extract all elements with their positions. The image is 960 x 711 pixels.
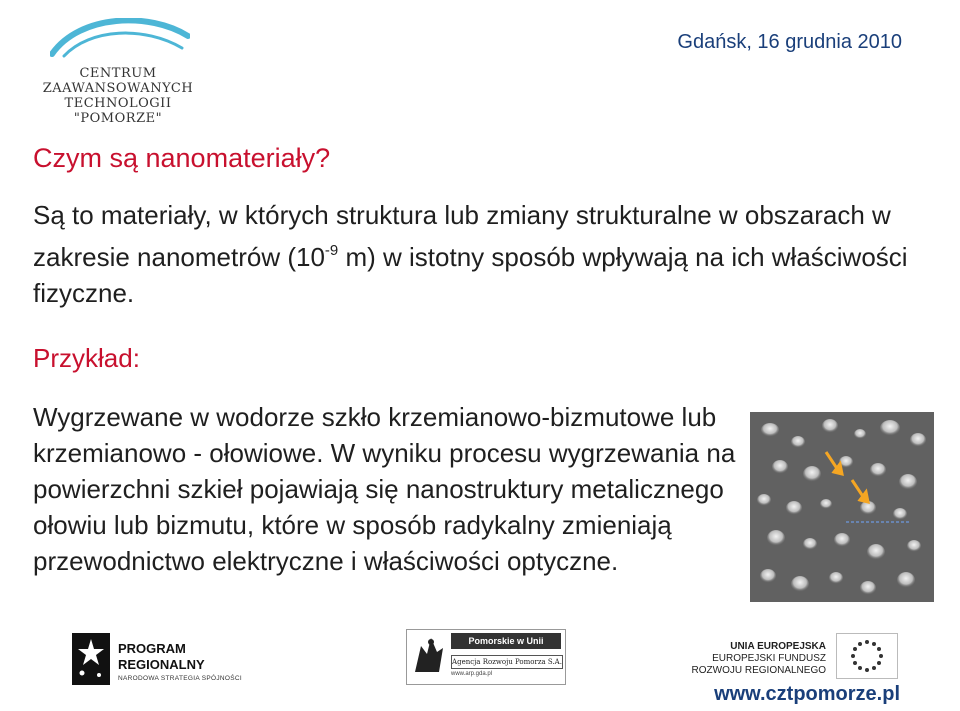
logo-line-2: ZAAWANSOWANYCH	[42, 81, 194, 96]
example-paragraph: Wygrzewane w wodorze szkło krzemianowo-bizmutowe lub krzemianowo - ołowiowe. W wyniku procesu wygrzewania na powierzchni szkieł pojawiają się nanostruktury metalicznego ołowiu lub bizmutu, które w sposób radykalny zmieniają przewodnictwo elektryczne i właściwości optyczne.	[33, 402, 736, 576]
intro-exponent: -9	[324, 242, 339, 259]
microscopy-image	[750, 412, 934, 602]
program-line-3: NARODOWA STRATEGIA SPÓJNOŚCI	[118, 675, 242, 682]
logo-line-4: "POMORZE"	[73, 111, 163, 126]
nanostructure-micrograph	[750, 412, 934, 602]
slide-heading: Czym są nanomateriały?	[33, 143, 331, 173]
eu-line-2: EUROPEJSKI FUNDUSZ	[712, 653, 826, 664]
griffin-icon	[409, 632, 449, 682]
intro-text-part2: m) w istotny sposób wpływają na ich właściwości fizyczne.	[33, 242, 908, 308]
program-line-1: PROGRAM	[118, 641, 186, 656]
intro-text-part1: Są to materiały, w których struktura lub zmiany strukturalne w obszarach w zakresie nanometrów (10	[33, 200, 891, 272]
pomorskie-subtitle: Agencja Rozwoju Pomorza S.A.	[451, 655, 563, 669]
czt-logo	[28, 18, 208, 128]
program-regionalny-logo	[72, 633, 242, 689]
header-date: Gdańsk, 16 grudnia 2010	[677, 31, 902, 53]
example-label: Przykład:	[33, 343, 140, 373]
eu-line-1: UNIA EUROPEJSKA	[730, 641, 826, 652]
eu-flag-icon	[836, 633, 898, 679]
eu-text-block	[692, 641, 826, 677]
logo-arc-icon	[50, 18, 190, 58]
pomorskie-logo	[406, 629, 566, 685]
pomorskie-www: www.arp.gda.pl	[451, 671, 493, 677]
website-link[interactable]: www.cztpomorze.pl	[714, 683, 900, 705]
eu-line-3: ROZWOJU REGIONALNEGO	[691, 665, 826, 676]
pomorskie-title: Pomorskie w Unii	[451, 633, 561, 649]
star-logo-icon	[72, 633, 110, 685]
logo-line-3: TECHNOLOGII	[64, 96, 172, 111]
logo-line-1: CENTRUM	[79, 66, 157, 81]
program-line-2: REGIONALNY	[118, 657, 205, 672]
intro-paragraph	[33, 197, 933, 311]
